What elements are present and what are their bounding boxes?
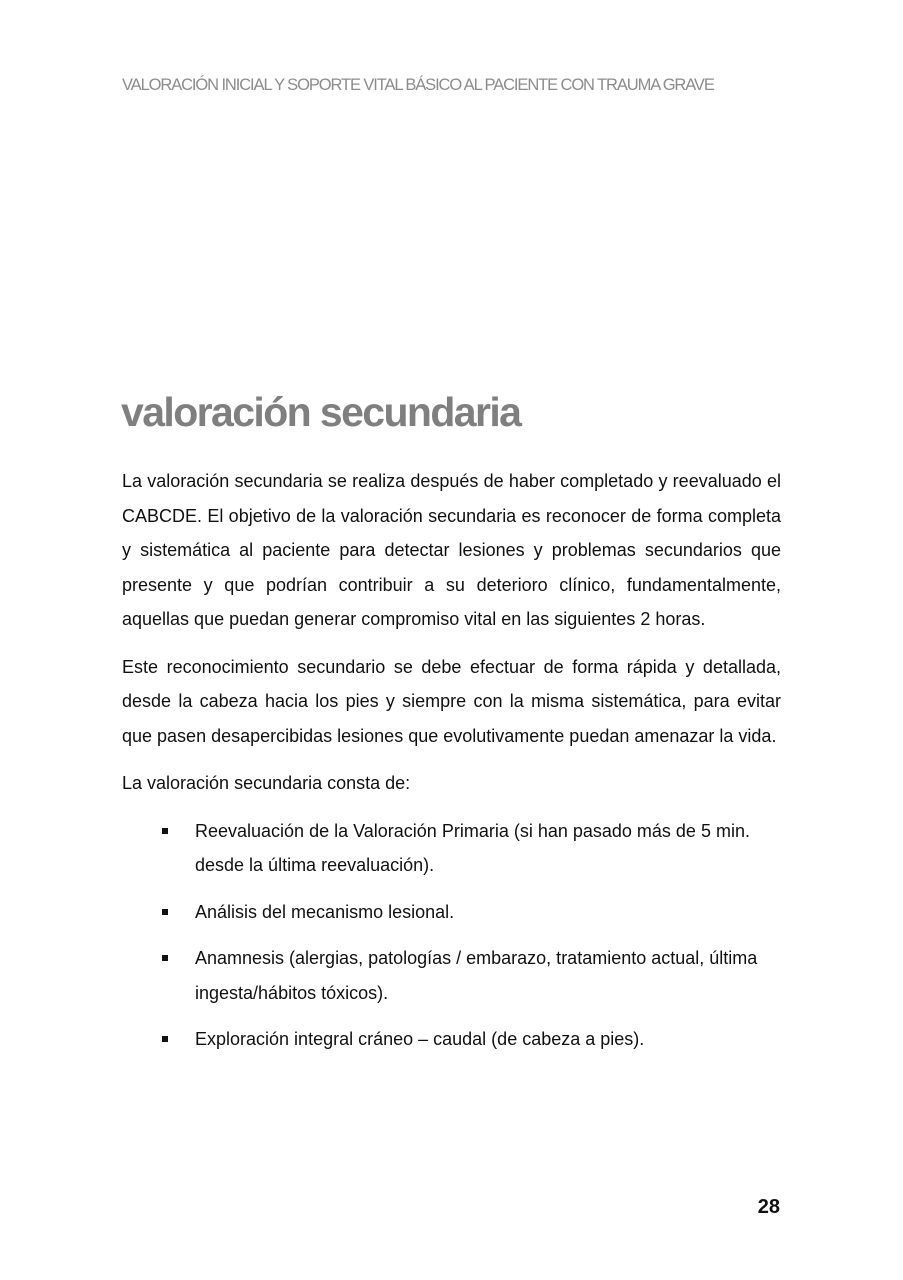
list-item [122,814,781,883]
paragraph-intro: La valoración secundaria se realiza después de haber completado y reevaluado el CABCDE. El objetivo de la valoración secundaria es reconocer de forma completa y sistemática al paciente para detectar lesiones y problemas secundarios que presente y que podrían contribuir a su deterioro clínico, fundamentalmente, aquellas que puedan generar compromiso vital en las siguientes 2 horas. [122,471,781,629]
list-item-text: Anamnesis (alergias, patologías / embarazo, tratamiento actual, última ingesta/hábitos tóxicos). [195,948,758,1003]
page-number: 28 [757,1196,780,1218]
list-item-text: Reevaluación de la Valoración Primaria (si han pasado más de 5 min. desde la última reevaluación). [195,820,750,875]
square-bullet-icon [162,955,168,961]
list-item [122,1022,781,1057]
section-title: valoración secundaria [121,389,521,435]
list-item-text: Exploración integral cráneo – caudal (de cabeza a pies). [195,1029,645,1049]
paragraph-systematic: Este reconocimiento secundario se debe efectuar de forma rápida y detallada, desde la cabeza hacia los pies y siempre con la misma sistemática, para evitar que pasen desapercibidas lesiones que evolutivamente puedan amenazar la vida. [122,656,781,746]
list-item [122,895,781,930]
list-item [122,941,781,1010]
square-bullet-icon [162,1036,168,1042]
secondary-assessment-list [122,814,781,1057]
square-bullet-icon [162,828,168,834]
body-content [122,464,781,1069]
paragraph-list-lead: La valoración secundaria consta de: [122,773,411,793]
square-bullet-icon [162,909,168,915]
running-header: VALORACIÓN INICIAL Y SOPORTE VITAL BÁSICO AL PACIENTE CON TRAUMA GRAVE [122,76,714,94]
list-item-text: Análisis del mecanismo lesional. [195,901,455,922]
